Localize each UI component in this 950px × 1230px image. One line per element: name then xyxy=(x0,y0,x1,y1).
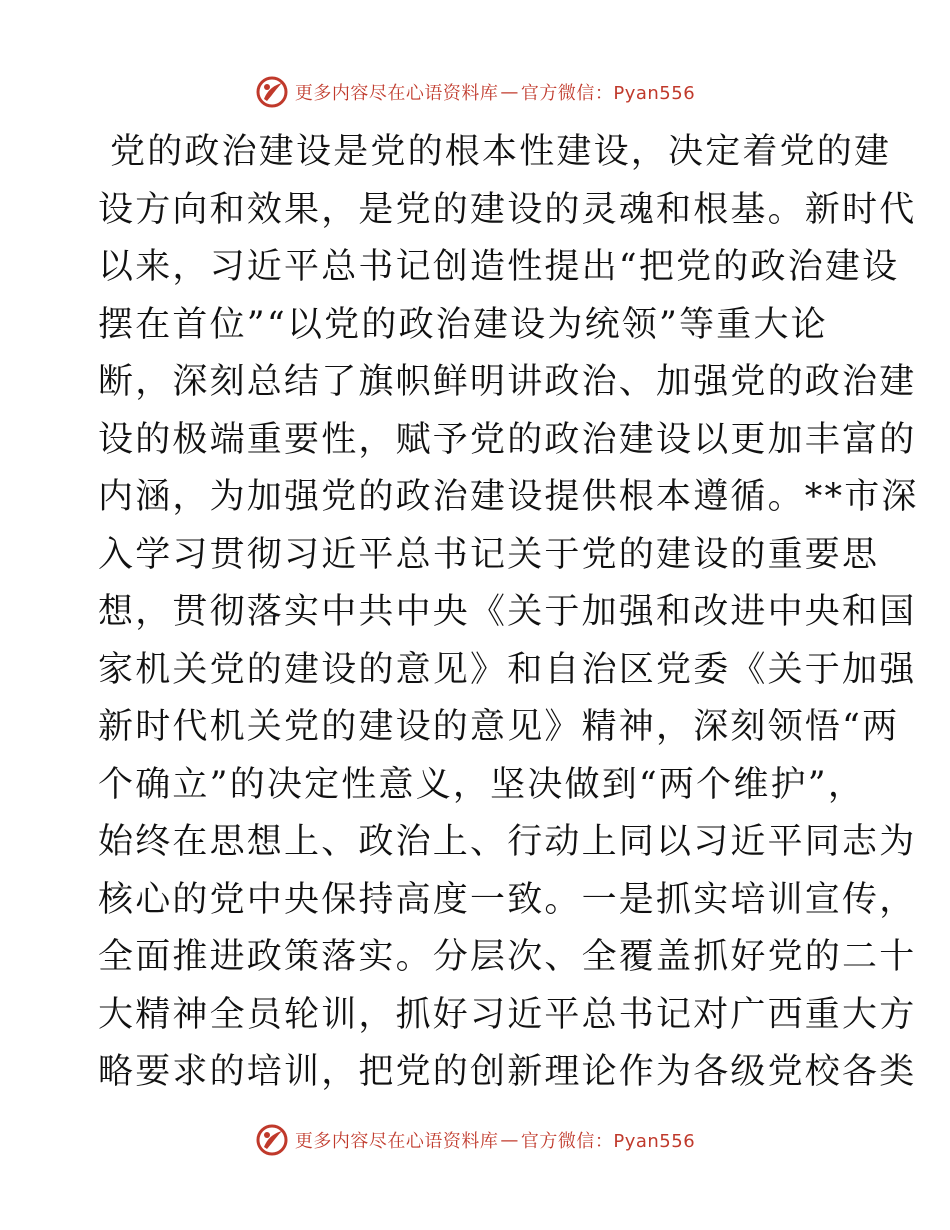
paragraph-line: 入学习贯彻习近平总书记关于党的建设的重要思 xyxy=(98,534,880,575)
paragraph-line: 设方向和效果，是党的建设的灵魂和根基。新时代 xyxy=(98,189,917,230)
paragraph-line: 新时代机关党的建设的意见》精神，深刻领悟“两 xyxy=(98,707,900,747)
paragraph-line: 大精神全员轮训，抓好习近平总书记对广西重大方 xyxy=(98,994,917,1035)
paragraph-line: 略要求的培训，把党的创新理论作为各级党校各类 xyxy=(98,1052,917,1092)
paragraph-line: 内涵，为加强党的政治建设提供根本遵循。**市深 xyxy=(98,477,919,517)
footer-watermark xyxy=(0,1120,950,1160)
document-body xyxy=(98,124,919,1102)
brand-logo-icon xyxy=(255,75,289,109)
watermark-separator: — xyxy=(500,81,519,103)
paragraph-line: 摆在首位”“以党的政治建设为统领”等重大论 xyxy=(98,304,828,345)
watermark-contact-text: 官方微信：Pyan556 xyxy=(520,1131,696,1152)
paragraph-line: 始终在思想上、政治上、行动上同以习近平同志为 xyxy=(98,822,917,862)
paragraph-line: 全面推进政策落实。分层次、全覆盖抓好党的二十 xyxy=(98,937,917,977)
header-watermark xyxy=(0,72,950,112)
watermark-brand-text: 更多内容尽在心语资料库 xyxy=(294,83,499,104)
watermark-brand-text: 更多内容尽在心语资料库 xyxy=(294,1131,499,1152)
brand-logo-icon xyxy=(255,1123,289,1157)
paragraph-line: 想，贯彻落实中共中央《关于加强和改进中央和国 xyxy=(98,592,917,632)
watermark-contact-text: 官方微信：Pyan556 xyxy=(520,83,696,104)
paragraph-line: 设的极端重要性，赋予党的政治建设以更加丰富的 xyxy=(98,419,917,460)
watermark-separator: — xyxy=(500,1129,519,1151)
paragraph-line: 党的政治建设是党的根本性建设，决定着党的建 xyxy=(110,132,892,172)
paragraph-line: 家机关党的建设的意见》和自治区党委《关于加强 xyxy=(98,649,917,690)
paragraph-line: 个确立”的决定性意义，坚决做到“两个维护”， xyxy=(98,764,866,805)
paragraph-line: 核心的党中央保持高度一致。一是抓实培训宣传， xyxy=(98,879,917,920)
paragraph-line: 以来，习近平总书记创造性提出“把党的政治建设 xyxy=(98,247,900,287)
paragraph-line: 断，深刻总结了旗帜鲜明讲政治、加强党的政治建 xyxy=(98,362,917,402)
